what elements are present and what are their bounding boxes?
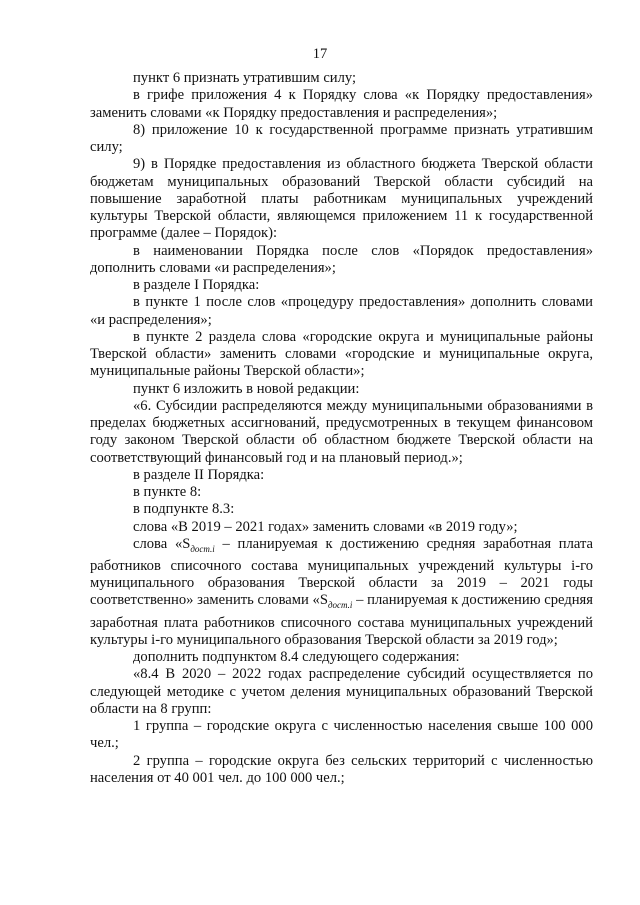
paragraph: «6. Субсидии распределяются между муниципальными образованиями в пределах бюджетных ассигнований, предусмотренных в текущем финансовом году законом Тверской области об областном бюджете Тверской области на соответствующий финансовый год и на плановый период.»; [90,397,593,466]
subscript: дост.i [327,600,353,611]
paragraph: в наименовании Порядка после слов «Порядок предоставления» дополнить словами «и распределения»; [90,242,593,276]
paragraph: 9) в Порядке предоставления из областного бюджета Тверской области бюджетам муниципальных образований Тверской области субсидий на повышение заработной платы работникам муниципальных учреждений культуры Тверской области, являющемся приложением 11 к государственной программе (далее – Порядок): [90,156,593,242]
text-run: слова «S [133,535,191,552]
paragraph: в пункте 1 после слов «процедуру предоставления» дополнить словами «и распределения»; [90,294,593,328]
paragraph: слова «В 2019 – 2021 годах» заменить словами «в 2019 году»; [133,518,518,535]
paragraph: 1 группа – городские округа с численностью населения свыше 100 000 чел.; [90,718,593,752]
paragraph: в пункте 2 раздела слова «городские округа и муниципальные районы Тверской области» заменить словами «городские и муниципальные округа, муниципальные районы Тверской области»; [90,328,593,380]
text-run: – планируемая к достижению средняя заработная плата работников списочного состава муниципальных учреждений культуры i-го муниципального образования Тверской области за 2019 – 2021 годы соответственно» заменить словами «S [90,535,593,609]
paragraph: в разделе I Порядка: [133,277,260,293]
paragraph: «8.4 В 2020 – 2022 годах распределение субсидий осуществляется по следующей методике с учетом деления муниципальных образований Тверской области на 8 групп: [90,666,593,717]
paragraph: в подпункте 8.3: [133,501,235,518]
paragraph: пункт 6 изложить в новой редакции: [133,380,360,397]
subscript: дост.i [190,543,215,554]
paragraph: 2 группа – городские округа без сельских территорий с численностью населения от 40 001 чел. до 100 000 чел.; [90,752,593,786]
paragraph: в грифе приложения 4 к Порядку слова «к Порядку предоставления» заменить словами «к Порядку предоставления и распределения»; [90,87,593,121]
paragraph: дополнить подпунктом 8.4 следующего содержания: [133,649,460,666]
page-number: 17 [312,46,328,62]
paragraph: 8) приложение 10 к государственной программе признать утратившим силу; [90,121,593,155]
paragraph: в разделе II Порядка: [133,466,265,483]
paragraph: в пункте 8: [133,484,202,500]
paragraph-with-subscripts [90,536,593,649]
paragraph: пункт 6 признать утратившим силу; [133,70,357,86]
document-body [90,70,593,787]
text-run: – планируемая к достижению средняя заработная плата работников списочного состава муниципальных учреждений культуры i-го муниципального образования Тверской области за 2019 год»; [90,592,593,648]
